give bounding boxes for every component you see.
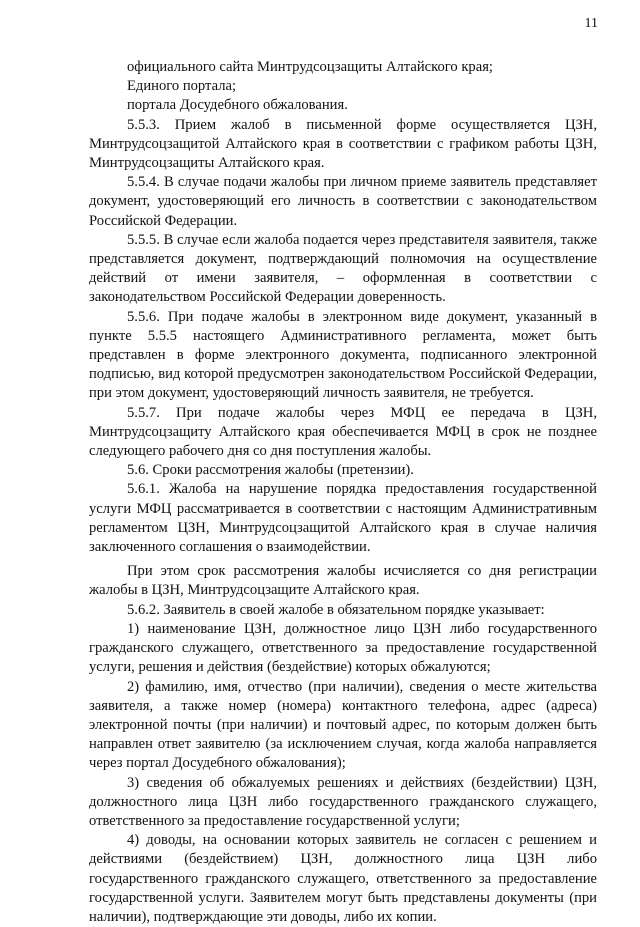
page-number: 11 [584, 16, 598, 31]
paragraph: 5.6. Сроки рассмотрения жалобы (претензии). [127, 462, 414, 479]
paragraph: 5.5.5. В случае если жалоба подается через представителя заявителя, также представляется документ, подтверждающий полномочия на осуществление действий от имени заявителя, – оформленная в соответствии с законодательством Российской Федерации доверенность. [89, 231, 597, 306]
paragraph: официального сайта Минтрудсоцзащиты Алтайского края; [127, 59, 493, 75]
paragraph: 2) фамилию, имя, отчество (при наличии), сведения о месте жительства заявителя, а также номер (номера) контактного телефона, адрес (адреса) электронной почты (при наличии) и почтовый адрес, по которым должен быть направлен ответ заявителю (за исключением случая, когда жалоба направляется через портал Досудебного обжалования); [89, 678, 597, 772]
paragraph: 5.5.3. Прием жалоб в письменной форме осуществляется ЦЗН, Минтрудсоцзащитой Алтайского края в соответствии с графиком работы ЦЗН, Минтрудсоцзащиты Алтайского края. [89, 116, 597, 172]
paragraph: 4) доводы, на основании которых заявитель не согласен с решением и действиями (бездействием) ЦЗН, должностного лица ЦЗН либо государственного гражданского служащего, ответственного за предоставление государственной услуги. Заявителем могут быть представлены документы (при наличии), подтверждающие эти доводы, либо их копии. [89, 832, 597, 925]
paragraph: 5.5.7. При подаче жалобы через МФЦ ее передача в ЦЗН, Минтрудсоцзащиту Алтайского края обеспечивается МФЦ в срок не позднее следующего рабочего дня со дня поступления жалобы. [89, 404, 597, 460]
paragraph: портала Досудебного обжалования. [127, 97, 348, 114]
paragraph: Единого портала; [127, 78, 237, 95]
paragraph: 5.5.6. При подаче жалобы в электронном виде документ, указанный в пункте 5.5.5 настоящего Административного регламента, может быть представлен в форме электронного документа, подписанного электронной подписью, вид которой предусмотрен законодательством Российской Федерации, при этом документ, удостоверяющий личность заявителя, не требуется. [89, 308, 597, 402]
paragraph: При этом срок рассмотрения жалобы исчисляется со дня регистрации жалобы в ЦЗН, Минтрудсоцзащите Алтайского края. [89, 563, 597, 599]
paragraph: 5.6.2. Заявитель в своей жалобе в обязательном порядке указывает: [127, 601, 545, 618]
paragraph: 3) сведения об обжалуемых решениях и действиях (бездействии) ЦЗН, должностного лица ЦЗН либо государственного гражданского служащего, ответственного за предоставление государственной услуги; [89, 774, 597, 829]
paragraph: 5.5.4. В случае подачи жалобы при личном приеме заявитель представляет документ, удостоверяющий его личность в соответствии с законодательством Российской Федерации. [89, 174, 597, 229]
paragraph: 5.6.1. Жалоба на нарушение порядка предоставления государственной услуги МФЦ рассматривается в соответствии с настоящим Административным регламентом ЦЗН, Минтрудсоцзащитой Алтайского края в случае наличия заключенного соглашения о взаимодействии. [89, 481, 597, 556]
paragraph: 1) наименование ЦЗН, должностное лицо ЦЗН либо государственного гражданского служащего, ответственного за предоставление государственной услуги, решения и действия (бездействие) которых обжалуются; [89, 620, 597, 676]
document-body [89, 58, 597, 927]
